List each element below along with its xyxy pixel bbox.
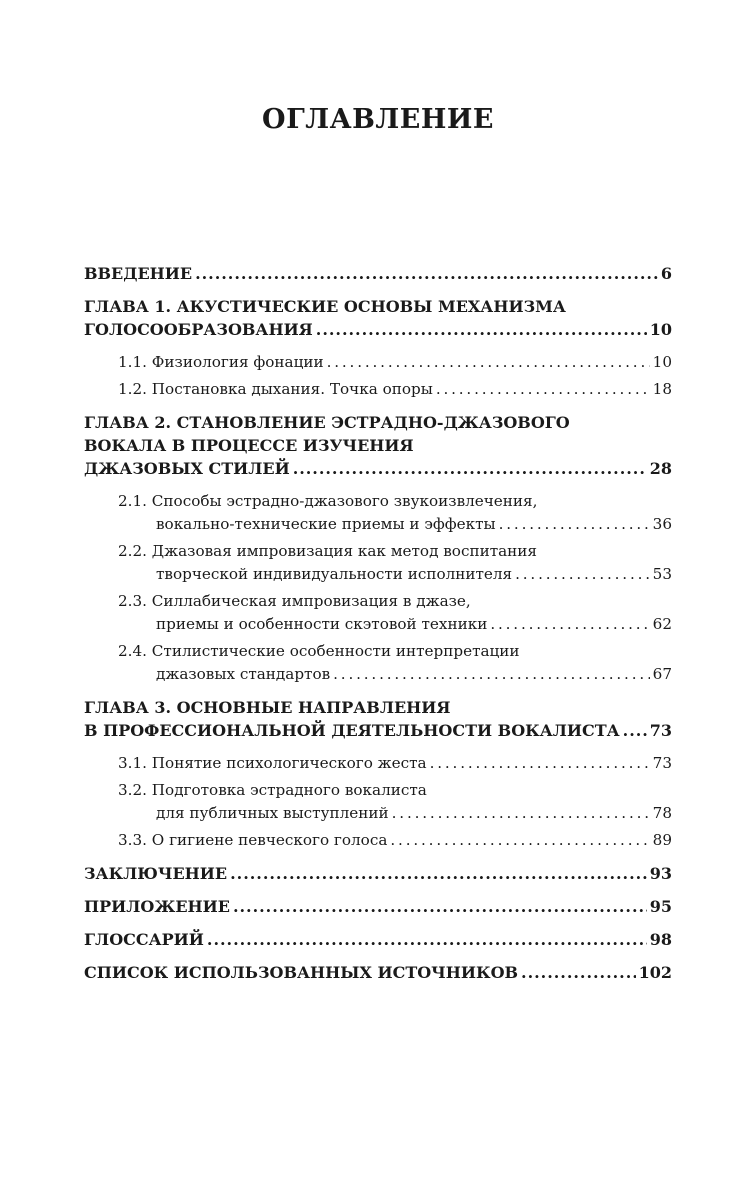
toc-entry-title: 2.1. Способы эстрадно-джазового звукоизвлечения, (118, 492, 538, 510)
dot-leader (490, 613, 649, 636)
toc-entry-title: ЗАКЛЮЧЕНИЕ (84, 864, 228, 883)
dot-leader (521, 961, 636, 984)
toc-entry-title: ГЛАВА 3. ОСНОВНЫЕ НАПРАВЛЕНИЯ (84, 698, 451, 717)
toc-entry-title: для публичных выступлений (156, 804, 389, 822)
toc-entry-title: 3.2. Подготовка эстрадного вокалиста (118, 781, 427, 799)
toc-entry-title: 2.4. Стилистические особенности интерпретации (118, 642, 520, 660)
toc-entry-title: ГЛАВА 1. АКУСТИЧЕСКИЕ ОСНОВЫ МЕХАНИЗМА (84, 297, 566, 316)
dot-leader (436, 378, 650, 401)
toc-entry-title: приемы и особенности скэтовой техники (156, 615, 488, 633)
dot-leader (499, 513, 650, 536)
toc-page-number: 98 (649, 930, 672, 949)
toc-entry-title: 3.3. О гигиене певческого голоса (118, 831, 388, 849)
table-of-contents (84, 262, 672, 994)
toc-chapter-entry[interactable] (84, 411, 672, 480)
toc-section-entry[interactable] (118, 540, 672, 586)
toc-entry-title: 2.2. Джазовая импровизация как метод воспитания (118, 542, 537, 560)
toc-section-entry[interactable] (118, 779, 672, 825)
toc-page-number: 78 (652, 804, 672, 822)
toc-entry-title: ВВЕДЕНИЕ (84, 264, 193, 283)
toc-chapter-entry[interactable] (84, 928, 672, 951)
toc-entry-title: 3.1. Понятие психологического жеста (118, 754, 427, 772)
toc-chapter-entry[interactable] (84, 262, 672, 285)
page-title: ОГЛАВЛЕНИЕ (262, 104, 494, 135)
toc-section-entry[interactable] (118, 752, 672, 775)
toc-entry-title: СПИСОК ИСПОЛЬЗОВАННЫХ ИСТОЧНИКОВ (84, 963, 519, 982)
toc-entry-title: вокально-технические приемы и эффекты (156, 515, 496, 533)
toc-page-number: 53 (652, 565, 672, 583)
toc-entry-title: ДЖАЗОВЫХ СТИЛЕЙ (84, 459, 290, 478)
toc-page-number: 6 (660, 264, 672, 283)
toc-page-number: 93 (649, 864, 672, 883)
toc-entry-title: 2.3. Силлабическая импровизация в джазе, (118, 592, 471, 610)
toc-entry-title: творческой индивидуальности исполнителя (156, 565, 513, 583)
toc-section-entry[interactable] (118, 351, 672, 374)
toc-chapter-entry[interactable] (84, 295, 672, 341)
dot-leader (293, 457, 647, 480)
toc-page-number: 62 (652, 615, 672, 633)
dot-leader (207, 928, 647, 951)
toc-chapter-entry[interactable] (84, 895, 672, 918)
toc-entry-title: 1.2. Постановка дыхания. Точка опоры (118, 380, 433, 398)
dot-leader (195, 262, 658, 285)
toc-section-entry[interactable] (118, 829, 672, 852)
toc-page-number: 73 (652, 754, 672, 772)
toc-chapter-entry[interactable] (84, 961, 672, 984)
toc-page-number: 10 (649, 320, 672, 339)
toc-entry-title: ГОЛОСООБРАЗОВАНИЯ (84, 320, 313, 339)
dot-leader (430, 752, 650, 775)
toc-entry-title: ГЛАВА 2. СТАНОВЛЕНИЕ ЭСТРАДНО-ДЖАЗОВОГО (84, 413, 570, 432)
toc-section-entry[interactable] (118, 378, 672, 401)
toc-page-number: 73 (649, 721, 672, 740)
dot-leader (333, 663, 650, 686)
toc-entry-title: ПРИЛОЖЕНИЕ (84, 897, 230, 916)
toc-entry-title: ВОКАЛА В ПРОЦЕССЕ ИЗУЧЕНИЯ (84, 436, 414, 455)
toc-section-entry[interactable] (118, 490, 672, 536)
toc-page-number: 18 (652, 380, 672, 398)
toc-page-number: 36 (652, 515, 672, 533)
toc-section-entry[interactable] (118, 640, 672, 686)
toc-page-number: 67 (652, 665, 672, 683)
dot-leader (623, 719, 647, 742)
toc-page-number: 95 (649, 897, 672, 916)
toc-entry-title: ГЛОССАРИЙ (84, 930, 204, 949)
toc-page-number: 10 (652, 353, 672, 371)
toc-page-number: 28 (649, 459, 672, 478)
toc-page-number: 102 (638, 963, 672, 982)
toc-page-number: 89 (652, 831, 672, 849)
dot-leader (392, 802, 650, 825)
dot-leader (233, 895, 647, 918)
toc-section-entry[interactable] (118, 590, 672, 636)
toc-entry-title: В ПРОФЕССИОНАЛЬНОЙ ДЕЯТЕЛЬНОСТИ ВОКАЛИСТА (84, 721, 620, 740)
dot-leader (230, 862, 647, 885)
dot-leader (390, 829, 649, 852)
dot-leader (327, 351, 650, 374)
toc-entry-title: джазовых стандартов (156, 665, 331, 683)
dot-leader (515, 563, 650, 586)
toc-chapter-entry[interactable] (84, 696, 672, 742)
dot-leader (316, 318, 647, 341)
toc-entry-title: 1.1. Физиология фонации (118, 353, 324, 371)
toc-chapter-entry[interactable] (84, 862, 672, 885)
